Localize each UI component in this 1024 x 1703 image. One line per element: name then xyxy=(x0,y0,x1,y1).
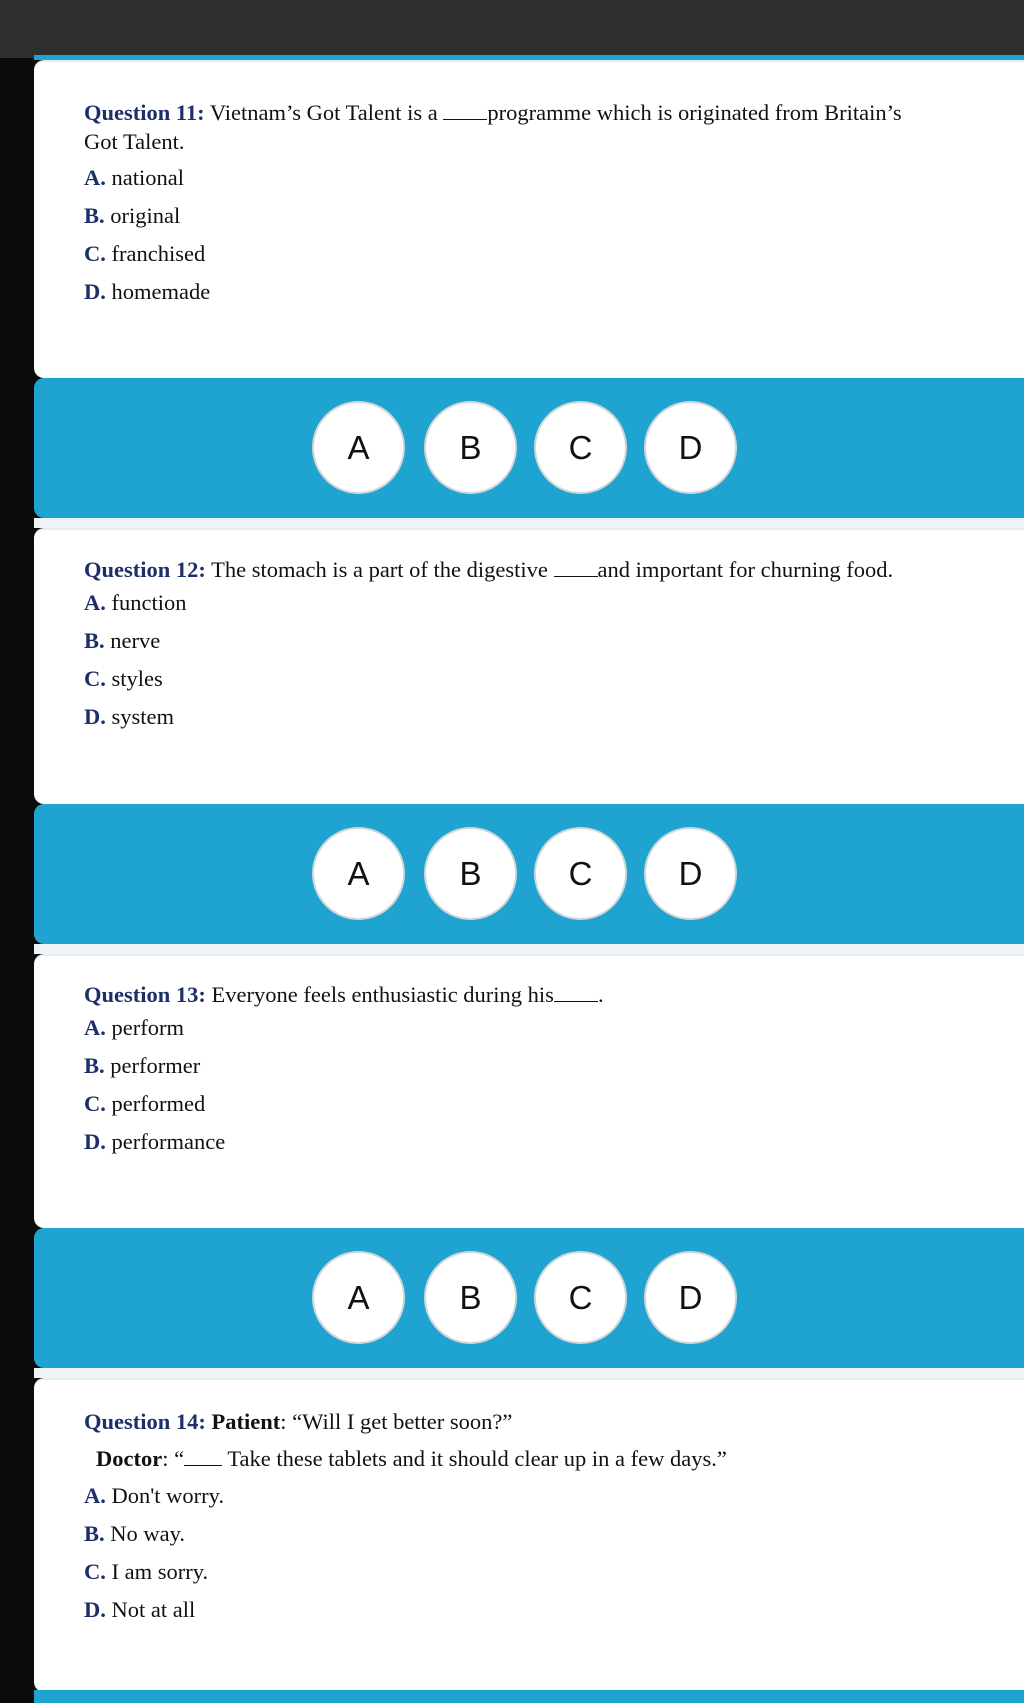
question-13-text: Question 13: Everyone feels enthusiastic during his . xyxy=(84,982,604,1007)
option-a: A. function xyxy=(84,590,187,615)
answer-blank xyxy=(554,558,598,577)
question-14-doctor-line: Doctor: “ Take these tablets and it should clear up in a few days.” xyxy=(96,1446,727,1471)
choice-c-button[interactable]: C xyxy=(534,1251,627,1344)
choice-d-button[interactable]: D xyxy=(644,1251,737,1344)
question-11-card xyxy=(34,60,1024,378)
choice-c-button[interactable]: C xyxy=(534,401,627,494)
choice-b-button[interactable]: B xyxy=(424,1251,517,1344)
choice-c-button[interactable]: C xyxy=(534,827,627,920)
choice-b-button[interactable]: B xyxy=(424,827,517,920)
question-12-text: Question 12: The stomach is a part of the digestive and important for churning food. xyxy=(84,557,894,582)
option-a: A. national xyxy=(84,165,184,190)
choice-a-button[interactable]: A xyxy=(312,827,405,920)
option-c: C. I am sorry. xyxy=(84,1559,209,1584)
answer-choice-bar-11 xyxy=(34,378,1024,518)
option-b: B. No way. xyxy=(84,1521,186,1546)
choice-d-button[interactable]: D xyxy=(644,827,737,920)
top-bar xyxy=(0,0,1024,58)
choice-a-button[interactable]: A xyxy=(312,401,405,494)
option-d: D. Not at all xyxy=(84,1597,196,1622)
question-11-label: Question 11: xyxy=(84,100,205,125)
option-b: B. nerve xyxy=(84,628,161,653)
answer-choice-bar-13 xyxy=(34,1228,1024,1368)
option-c: C. performed xyxy=(84,1091,206,1116)
choice-b-button[interactable]: B xyxy=(424,401,517,494)
choice-a-button[interactable]: A xyxy=(312,1251,405,1344)
option-c: C. styles xyxy=(84,666,163,691)
option-c: C. franchised xyxy=(84,241,206,266)
question-14-card xyxy=(34,1378,1024,1692)
option-b: B. original xyxy=(84,203,181,228)
separator xyxy=(34,518,1024,528)
option-d: D. homemade xyxy=(84,279,211,304)
question-13-card xyxy=(34,954,1024,1228)
option-d: D. system xyxy=(84,704,175,729)
bottom-accent-strip xyxy=(34,1690,1024,1703)
answer-blank xyxy=(443,101,487,120)
option-d: D. performance xyxy=(84,1129,226,1154)
answer-blank xyxy=(554,983,598,1002)
answer-blank xyxy=(184,1447,222,1466)
option-b: B. performer xyxy=(84,1053,201,1078)
question-11-text: Question 11: Vietnam’s Got Talent is a programme which is originated from Britain’s xyxy=(84,100,902,125)
separator xyxy=(34,1368,1024,1378)
option-a: A. perform xyxy=(84,1015,184,1040)
question-12-card xyxy=(34,528,1024,804)
question-11-continuation: Got Talent. xyxy=(84,129,185,154)
separator xyxy=(34,944,1024,954)
choice-d-button[interactable]: D xyxy=(644,401,737,494)
question-14-patient-line: Question 14: Patient: “Will I get better soon?” xyxy=(84,1409,513,1434)
option-a: A. Don't worry. xyxy=(84,1483,225,1508)
answer-choice-bar-12 xyxy=(34,804,1024,944)
